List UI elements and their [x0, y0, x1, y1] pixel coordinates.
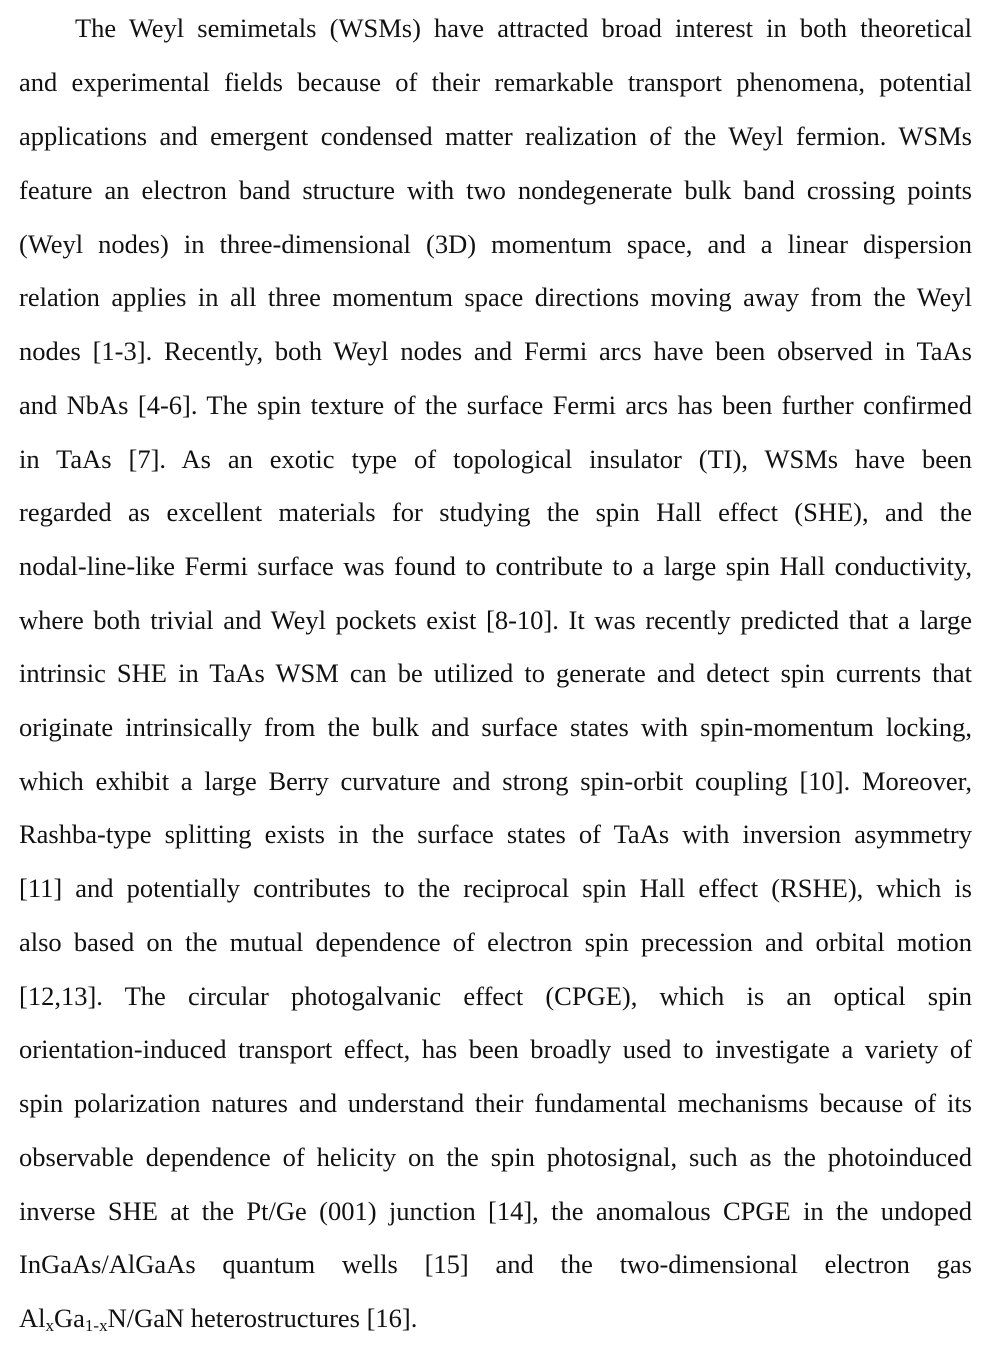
paragraph-line: intrinsic SHE in TaAs WSM can be utilized to generate and detect spin currents that — [19, 658, 972, 688]
paragraph-line: nodal-line-like Fermi surface was found to contribute to a large spin Hall conductivity, — [19, 551, 972, 581]
paragraph-line: observable dependence of helicity on the spin photosignal, such as the photoinduced — [19, 1142, 972, 1172]
paragraph-line: and experimental fields because of their remarkable transport phenomena, potential — [19, 67, 972, 97]
paragraph-line: which exhibit a large Berry curvature and strong spin-orbit coupling [10]. Moreover, — [19, 766, 972, 796]
paragraph-line: feature an electron band structure with two nondegenerate bulk band crossing points — [19, 175, 972, 205]
formula-al: Al — [19, 1303, 46, 1333]
formula-ga: Ga — [54, 1303, 85, 1333]
paragraph-line: relation applies in all three momentum space directions moving away from the Weyl — [19, 282, 972, 312]
paragraph-line: also based on the mutual dependence of electron spin precession and orbital motion — [19, 927, 972, 957]
paragraph-line: The Weyl semimetals (WSMs) have attracted broad interest in both theoretical — [75, 13, 972, 43]
paragraph-line: orientation-induced transport effect, has been broadly used to investigate a variety of — [19, 1034, 972, 1064]
paragraph-line: originate intrinsically from the bulk and surface states with spin-momentum locking, — [19, 712, 972, 742]
paragraph-line: InGaAs/AlGaAs quantum wells [15] and the two-dimensional electron gas — [19, 1249, 972, 1279]
paragraph-line: in TaAs [7]. As an exotic type of topological insulator (TI), WSMs have been — [19, 444, 972, 474]
formula-subscript-x: x — [45, 1316, 54, 1335]
paragraph-line: regarded as excellent materials for studying the spin Hall effect (SHE), and the — [19, 497, 972, 527]
paragraph-line-final — [19, 1291, 972, 1345]
formula-subscript-1-x: 1-x — [84, 1316, 108, 1335]
paragraph-line: Rashba-type splitting exists in the surface states of TaAs with inversion asymmetry — [19, 819, 972, 849]
final-line-text: N/GaN heterostructures [16]. — [107, 1303, 418, 1333]
paragraph-line: (Weyl nodes) in three-dimensional (3D) momentum space, and a linear dispersion — [19, 229, 972, 259]
paragraph-line: [11] and potentially contributes to the reciprocal spin Hall effect (RSHE), which is — [19, 873, 972, 903]
paragraph-line: [12,13]. The circular photogalvanic effect (CPGE), which is an optical spin — [19, 981, 972, 1011]
paragraph-line: applications and emergent condensed matter realization of the Weyl fermion. WSMs — [19, 121, 972, 151]
paragraph-line: inverse SHE at the Pt/Ge (001) junction [14], the anomalous CPGE in the undoped — [19, 1196, 972, 1226]
paragraph-line: nodes [1-3]. Recently, both Weyl nodes and Fermi arcs have been observed in TaAs — [19, 336, 972, 366]
paragraph-line: spin polarization natures and understand their fundamental mechanisms because of its — [19, 1088, 972, 1118]
paragraph-line: and NbAs [4-6]. The spin texture of the surface Fermi arcs has been further confirmed — [19, 390, 972, 420]
paragraph-line: where both trivial and Weyl pockets exist [8-10]. It was recently predicted that a large — [19, 605, 972, 635]
